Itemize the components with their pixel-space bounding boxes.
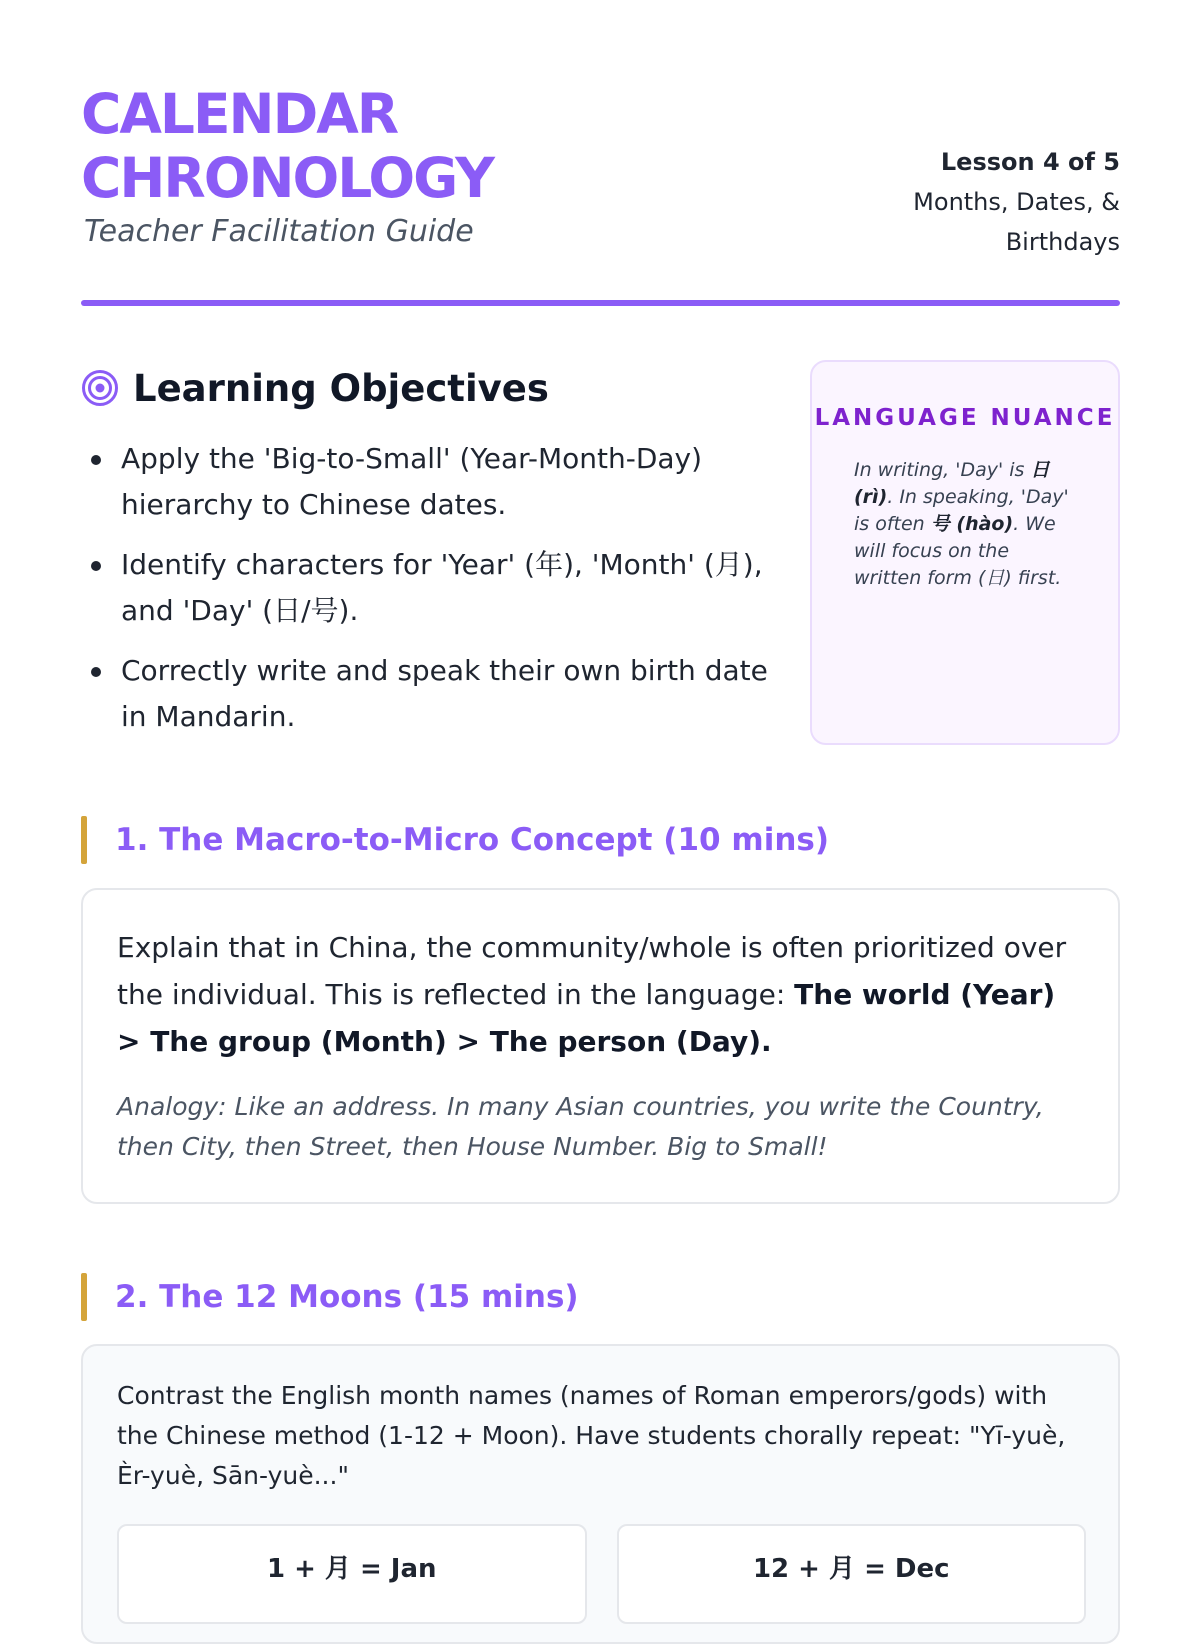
section-1-heading	[81, 816, 1120, 864]
month-tiles	[117, 1524, 1086, 1624]
section-1-analogy: Analogy: Like an address. In many Asian countries, you write the Country, then City, then Street, then House Number. Big to Small!	[117, 1092, 1044, 1161]
page	[81, 0, 1120, 1600]
section-2-title: 2. The 12 Moons (15 mins)	[115, 1279, 579, 1315]
objectives-list	[81, 436, 781, 740]
lesson-number: Lesson 4 of 5	[940, 148, 1120, 176]
target-icon	[81, 369, 119, 407]
nuance-text	[854, 457, 1082, 592]
nuance-day-spoken: 号 (hào)	[930, 513, 1014, 535]
section-accent-bar	[81, 1273, 87, 1321]
page-subtitle: Teacher Facilitation Guide	[84, 214, 474, 249]
nuance-text-2: . In speaking, 'Day' is often	[854, 486, 1069, 535]
nuance-text-3: . We will focus on the written form (日) first.	[854, 513, 1062, 589]
list-item: Correctly write and speak their own birth date in Mandarin.	[81, 648, 781, 740]
section-2-text: Contrast the English month names (names of Roman emperors/gods) with the Chinese method (1-12 + Moon). Have students chorally repeat: "Yī-yuè, Èr-yuè, Sān-yuè..."	[117, 1381, 1066, 1490]
section-1-text-emphasis: The world (Year) > The group (Month) > The person (Day).	[117, 978, 1056, 1058]
list-item: Identify characters for 'Year' (年), 'Month' (月), and 'Day' (日/号).	[81, 542, 781, 634]
list-item: Apply the 'Big-to-Small' (Year-Month-Day) hierarchy to Chinese dates.	[81, 436, 781, 528]
section-accent-bar	[81, 816, 87, 864]
header-divider	[81, 300, 1120, 306]
lesson-info	[890, 142, 1120, 262]
nuance-day-written: 日 (rì)	[854, 459, 1050, 508]
header	[81, 82, 1120, 300]
learning-objectives	[81, 360, 781, 754]
nuance-text-1: In writing, 'Day' is	[854, 459, 1031, 481]
language-nuance-card	[810, 360, 1120, 745]
objectives-title: Learning Objectives	[133, 366, 549, 410]
objectives-heading	[81, 360, 781, 416]
section-2-card	[81, 1344, 1120, 1644]
section-2-heading	[81, 1273, 1120, 1321]
section-1-text	[117, 924, 1086, 1065]
section-1-card	[81, 888, 1120, 1204]
title-line-2: CHRONOLOGY	[81, 146, 493, 210]
month-tile-dec: 12 + 月 = Dec	[617, 1524, 1087, 1624]
lesson-topic: Months, Dates, & Birthdays	[913, 188, 1120, 256]
nuance-label: LANGUAGE NUANCE	[814, 405, 1116, 431]
section-1-title: 1. The Macro-to-Micro Concept (10 mins)	[115, 822, 830, 858]
month-tile-jan: 1 + 月 = Jan	[117, 1524, 587, 1624]
section-1-text-body: Explain that in China, the community/whole is often prioritized over the individual. This is reflected in the language:	[117, 931, 1067, 1011]
title-line-1: CALENDAR	[81, 82, 398, 146]
